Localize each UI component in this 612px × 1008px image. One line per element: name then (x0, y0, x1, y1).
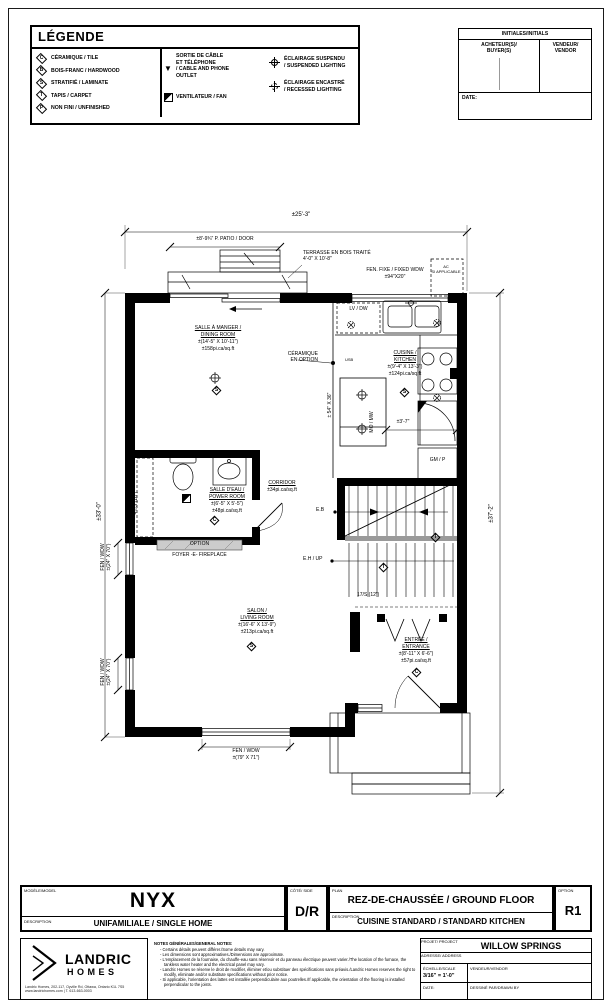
company-name: LANDRIC (65, 951, 132, 967)
plan-block (328, 885, 554, 932)
powder-fan-icon (182, 494, 191, 503)
legend-item-label: TAPIS / CARPET (51, 92, 92, 99)
vendor-cell-label: VENDEUR/VENDOR (470, 965, 508, 971)
pantry (418, 448, 457, 480)
kitchen-dims: ±(9'-4" X 13'-3") (387, 364, 423, 370)
laminate-icon: S (36, 79, 47, 88)
vendor-cell[interactable] (468, 964, 591, 983)
plan-divider (330, 912, 552, 913)
corridor-name: CORRIDOR (268, 480, 296, 486)
living-floor-symbol: S (247, 642, 256, 651)
notes-list (154, 947, 416, 987)
powder-room-name-fr: SALLE D'EAU / (209, 487, 245, 493)
fan-icon (164, 93, 173, 102)
floor-plan (20, 205, 592, 865)
model-description-label: DESCRIPTION (24, 919, 52, 924)
legend-item-label: CÉRAMIQUE / TILE (51, 55, 99, 62)
terrace-note-line1: TERRASSE EN BOIS TRAITÉ (303, 250, 371, 256)
dining-room-name-en: DINING ROOM (200, 332, 236, 338)
legend-item-carpet (36, 90, 156, 103)
fixed-window-label-line2: ±94"X20" (384, 274, 406, 280)
entrance-name-en: ENTRANCE (402, 644, 430, 650)
entrance-area: ±57pi.ca/sq.ft (401, 658, 431, 664)
legend-title: LÉGENDE (32, 27, 358, 49)
recessed-light-label: ÉCLAIRAGE ENCASTRÉ / RECESSED LIGHTING (284, 80, 345, 93)
kitchen-floor-symbol: S (400, 388, 409, 397)
side-label: CÔTÉ/ SIDE (290, 888, 313, 893)
company-name-2: HOMES (67, 967, 118, 977)
note-item: - L'emplacement de la fournaise, du chauffe-eau sans réservoir et du panneau électrique peuvent varier./The location of the furnace, the tankless water heater and the electrical panel may vary. (160, 957, 416, 967)
option-value: R1 (564, 903, 582, 918)
dim-window-bottom-line1: FEN / WDW (232, 748, 260, 754)
stair-up-label: E.H / UP (303, 556, 323, 562)
living-room-name-en: LIVING ROOM (240, 615, 274, 621)
scale-value: 3/16" = 1'-0" (423, 972, 455, 979)
vendor-initials-cell[interactable] (540, 40, 591, 92)
kitchen-name-fr: CUISINE / (393, 350, 417, 356)
buyer-label: ACHETEUR(S)/ BUYER(S) (481, 42, 517, 54)
legend-item-unfinished (36, 102, 156, 115)
powder-room-dims: ±(6'-5" X 5'-5") (210, 501, 244, 507)
fan-label: VENTILATEUR / FAN (176, 94, 227, 100)
kitchen-area: ±124pi.ca/sq.ft (388, 371, 422, 377)
legend-item-hardwood (36, 65, 156, 78)
microwave-label: MO / MW (369, 411, 375, 433)
project-row (421, 939, 591, 953)
address-label: ADRESSE/ ADDRESS (421, 953, 462, 958)
corridor-area: ±34pi.ca/sq.ft (267, 487, 297, 493)
plan-title: REZ-DE-CHAUSSÉE / GROUND FLOOR (347, 895, 535, 906)
fireplace-label: FOYER -E- FIREPLACE (172, 552, 227, 558)
model-name: NYX (129, 889, 177, 912)
kitchen-sink (383, 301, 441, 334)
legend-item-laminate (36, 77, 156, 90)
island-size-label: ± 54" X 36" (327, 392, 333, 418)
plan-description: CUISINE STANDARD / STANDARD KITCHEN (357, 917, 525, 926)
stair-risers-label: 17/S (12") (357, 592, 380, 598)
company-address: Landric Homes, 202-117, Oyville Rd, Ottawa, Ontario K1L 7S5 www.landrichomes.com | T. 613-663-0003 (25, 985, 125, 994)
suspended-light-icon (270, 58, 279, 67)
note-item: - Certains détails peuvent différer./Some details may vary. (160, 947, 416, 952)
initials-title: INITIALES/INITIALS (459, 29, 591, 40)
usb-outlet-label: USB (345, 357, 354, 362)
dining-room-name-fr: SALLE À MANGER / (194, 325, 242, 331)
drawn-by-label: DESSINÉ PAR/DRAWN BY (470, 984, 520, 990)
initials-table (458, 28, 592, 120)
plan-description-label: DESCRIPTION (332, 914, 360, 919)
carpet-icon: T (36, 91, 47, 100)
general-notes (154, 941, 416, 987)
ceramic-option-line1: CÉRAMIQUE (287, 351, 318, 357)
note-item: - Si applicable, l'orientation des lattes est installée perpendiculaire aux poutrelles./If applicable, the orientation of the flooring is installed perpendicular to the joists. (160, 977, 416, 987)
dim-kitchen-clearance: ±3'-7" (396, 419, 410, 425)
date-cell[interactable] (459, 93, 591, 103)
living-room-dims: ±(16'-6" X 13'-9") (238, 622, 276, 628)
dining-room-dims: ±(14'-5" X 10'-11") (197, 339, 239, 345)
front-door (395, 676, 440, 708)
dining-floor-symbol: S (212, 386, 221, 395)
legend-item-label: NON FINI / UNFINISHED (51, 105, 110, 112)
address-row[interactable] (421, 953, 591, 964)
suspended-light-label: ÉCLAIRAGE SUSPENDU / SUSPENDED LIGHTING (284, 56, 346, 69)
vendor-label: VENDEUR/ VENDOR (552, 42, 579, 54)
legend-item-label: STRATIFIÉ / LAMINATE (51, 80, 109, 87)
cable-outlet-icon: ▼ (164, 64, 172, 73)
model-divider (22, 916, 284, 917)
island (340, 378, 386, 446)
ceramic-option-line2: EN OPTION (290, 357, 318, 363)
buyer-initials-cell[interactable] (459, 40, 540, 92)
legend-box (30, 25, 360, 125)
side-value: D/R (294, 903, 320, 919)
legend-outlet-column (162, 49, 268, 117)
dim-window-bottom-line2: ±(79" X 71") (232, 755, 260, 761)
option-label: OPTION (558, 888, 574, 893)
drawn-by-cell[interactable] (468, 983, 591, 1000)
stair-treads-label: 4T/S (16") (133, 491, 139, 515)
dishwasher-label: LV / DW (349, 306, 368, 312)
tile-icon: C (36, 54, 47, 63)
stair-down-label: E.B (316, 507, 325, 513)
plan-label: PLAN (332, 888, 343, 893)
recessed-light-icon (270, 82, 279, 91)
landric-logo-icon (25, 942, 65, 984)
ac-label-line1: AC (443, 264, 449, 269)
buyer-cell-divider (499, 58, 500, 90)
powder-room-area: ±48pi.ca/sq.ft (212, 508, 242, 514)
legend-item-tile (36, 52, 156, 65)
legend-lighting-column (268, 49, 358, 117)
living-room-name-fr: SALON / (247, 608, 267, 614)
option-block (554, 885, 592, 932)
legend-flooring-column (32, 49, 162, 117)
dim-window-left-2: FEN / WDW ±(24" X 70") (100, 658, 112, 686)
dim-window-left-1: FEN / WDW ±(24" X 70") (100, 543, 112, 571)
dim-overall-left: ±33'-0" (96, 502, 103, 521)
project-block (420, 938, 592, 1000)
stair-carpet-symbol: T (379, 563, 388, 572)
dim-patio-door: ±8'-9¾" P. PATIO / DOOR (196, 236, 254, 242)
model-block (20, 885, 286, 932)
date-cell-footer[interactable] (421, 983, 467, 1000)
project-label: PROJET/ PROJECT (421, 939, 458, 944)
fireplace-option-label: OPTION (189, 541, 210, 547)
note-item: - Landric Homes se réserve le droit de modifier, éliminer et/ou substituer des spécifications sans préavis./Landric Homes reserves the right to modify, eliminate and/or substitute specifications without prior notice. (160, 967, 416, 977)
terrace-note-line2: 4'-0" X 10'-8" (303, 256, 332, 262)
powder-floor-symbol: C (210, 516, 219, 525)
entrance-name-fr: ENTRÉE / (404, 637, 428, 643)
ac-unit-box (430, 258, 464, 297)
scale-cell (421, 964, 467, 983)
notes-title: NOTES GÉNÉRALES/GENERAL NOTES: (154, 941, 233, 946)
stair-carpet-symbol: T (431, 533, 440, 542)
powder-room-name-en: POWER ROOM (209, 494, 245, 500)
kitchen-name-en: KITCHEN (394, 357, 416, 363)
cable-outlet-label: SORTIE DE CÂBLE ET TÉLÉPHONE / CABLE AND PHONE OUTLET (176, 53, 230, 79)
footer-date-label: DATE: (423, 984, 435, 990)
date-label: DATE: (462, 95, 477, 101)
company-logo-block (20, 938, 148, 1000)
living-room-area: ±213pi.ca/sq.ft (240, 629, 274, 635)
fixed-window-label-line1: FEN. FIXE / FIXED WDW (366, 267, 424, 273)
ac-label-line2: SI APPLICABLE (431, 269, 461, 274)
model-label: MODÈLE/MODEL (24, 888, 57, 893)
side-block (286, 885, 328, 932)
dim-overall-width: ±25'-3" (291, 212, 311, 218)
legend-item-label: BOIS-FRANC / HARDWOOD (51, 67, 120, 74)
entrance-dims: ±(8'-11" X 6'-6") (398, 651, 434, 657)
dim-overall-right: ±37'-2" (488, 504, 495, 523)
note-item: - Les dimensions sont approximatives./Dimensions are approximate. (160, 952, 416, 957)
project-name: WILLOW SPRINGS (480, 941, 562, 951)
unfinished-icon: P (36, 104, 47, 113)
hardwood-icon: B (36, 66, 47, 75)
dining-room-area: ±158pi.ca/sq.ft (201, 346, 235, 352)
scale-label: ÉCHELLE/SCALE (423, 965, 456, 971)
pantry-label: GM / P (429, 457, 446, 463)
stairs (330, 482, 457, 607)
entrance-floor-symbol: C (412, 668, 421, 677)
model-description: UNIFAMILIALE / SINGLE HOME (93, 919, 213, 928)
